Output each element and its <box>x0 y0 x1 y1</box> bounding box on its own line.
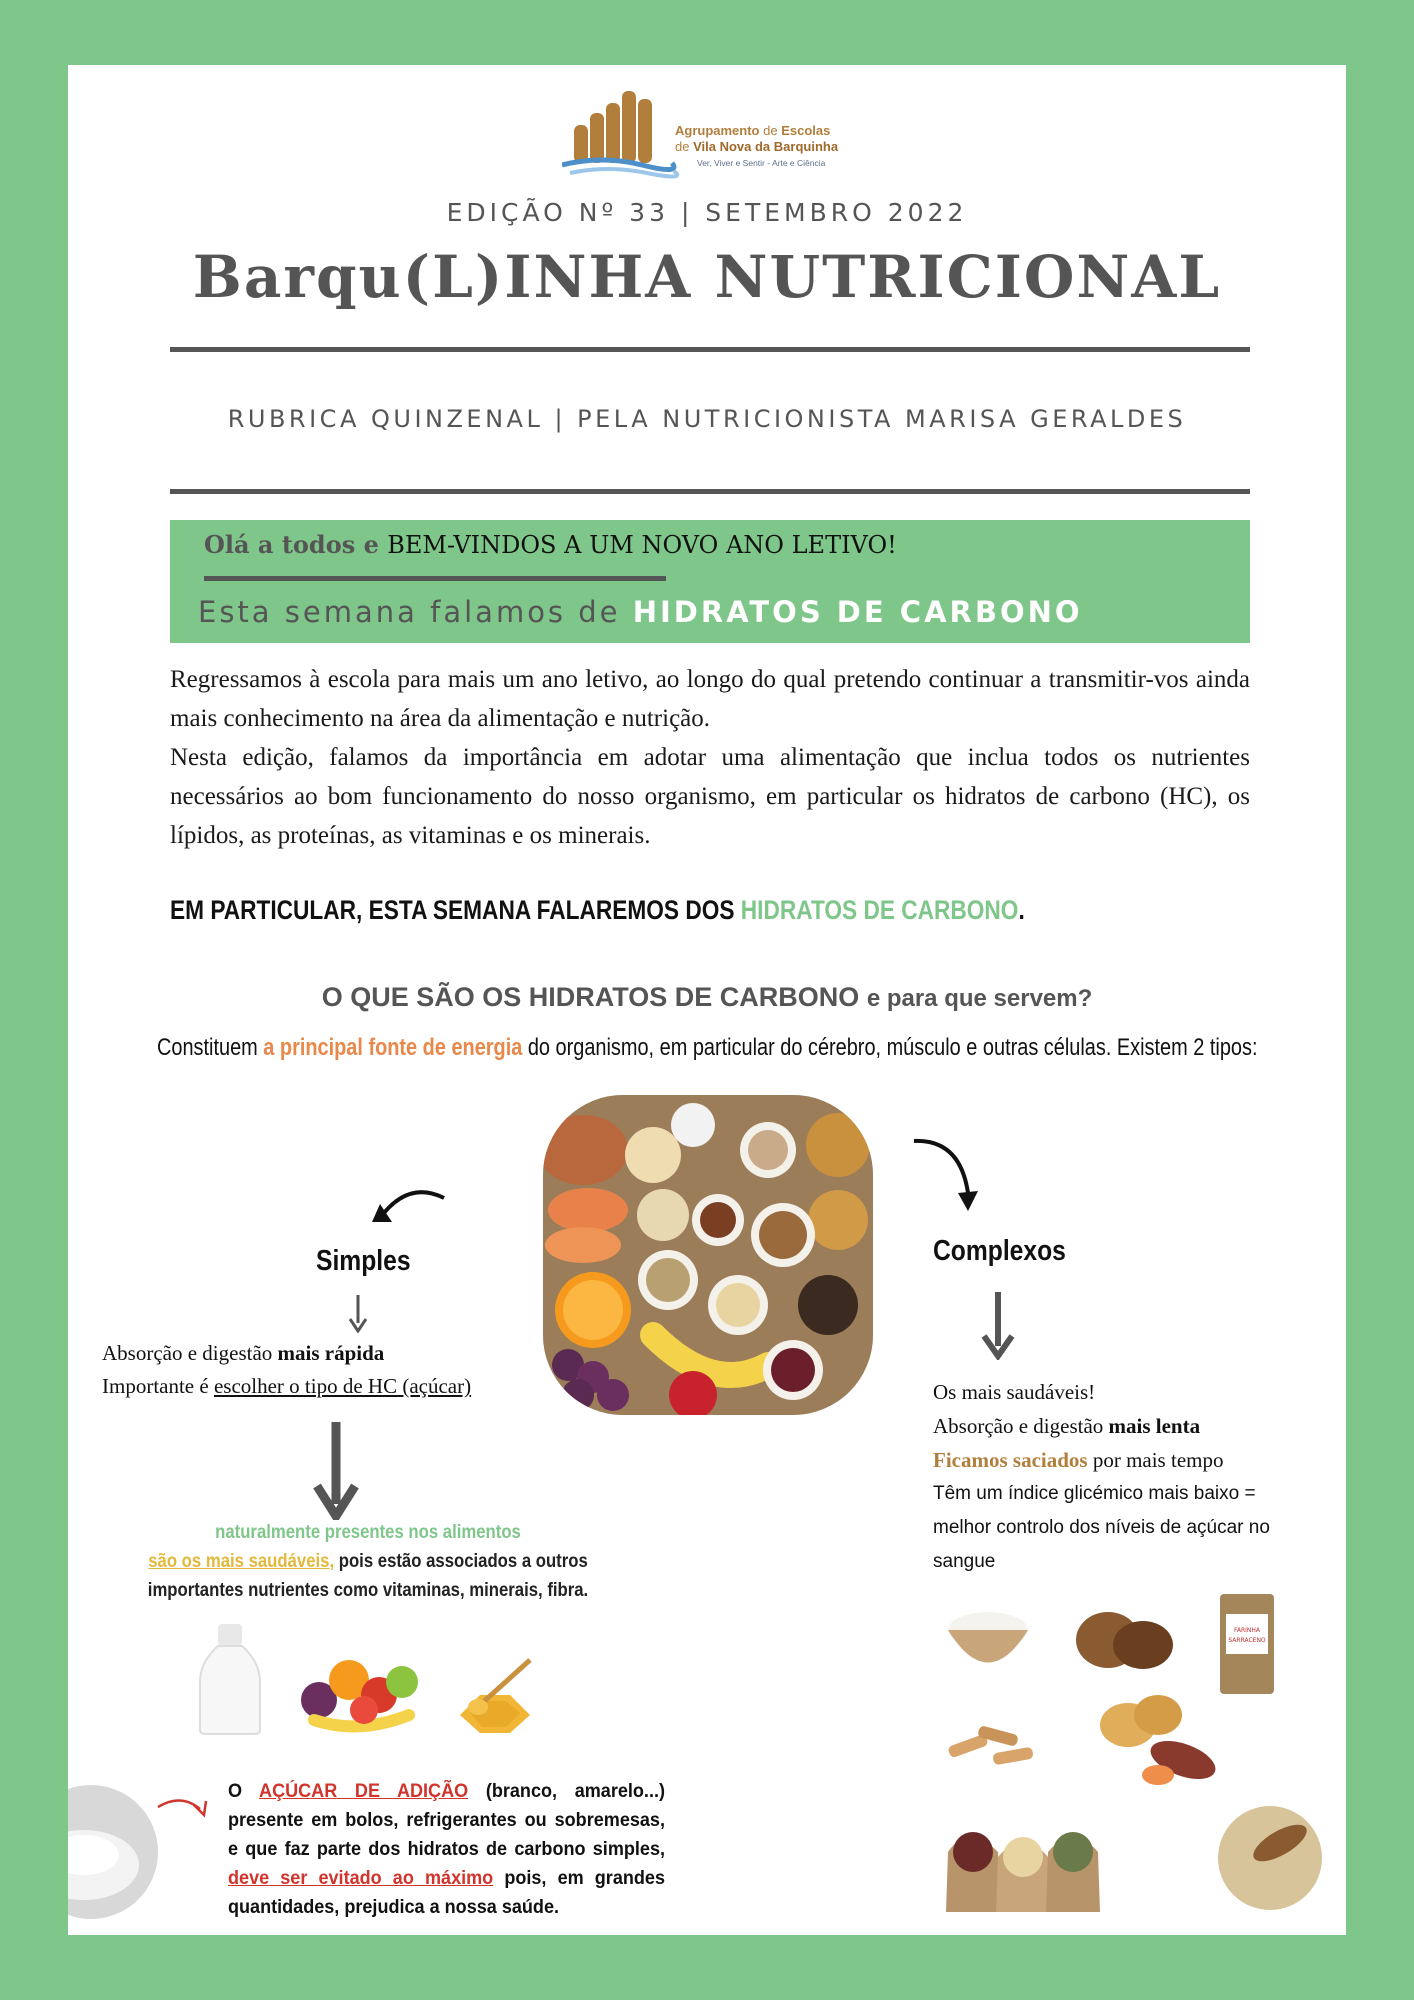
sugar-text: O <box>228 1781 243 1802</box>
milk-bottle-image <box>190 1622 270 1737</box>
quinoa-image <box>1215 1803 1325 1913</box>
topic-highlight: HIDRATOS DE CARBONO <box>632 595 1083 629</box>
welcome-message: BEM-VINDOS A UM NOVO ANO LETIVO! <box>387 531 897 559</box>
potatoes-image <box>1088 1685 1228 1795</box>
logo-word: Vila Nova da Barquinha <box>693 139 839 154</box>
complexos-highlight: Ficamos saciados <box>933 1448 1088 1472</box>
welcome-greeting: Olá a todos e <box>204 530 379 559</box>
complexos-text: Absorção e digestão <box>933 1414 1104 1438</box>
red-arrow-icon <box>156 1793 211 1823</box>
natural-sugars-text: pois estão associados a outros <box>338 1551 588 1572</box>
welcome-line <box>204 530 897 559</box>
banner-underline <box>204 576 666 581</box>
logo-word: de <box>675 139 690 154</box>
complexos-text: Os mais saudáveis! <box>933 1380 1096 1404</box>
question-sub: e para que servem? <box>866 985 1093 1012</box>
section-question <box>68 982 1346 1013</box>
fruit-image <box>294 1650 424 1735</box>
complexos-bold: mais lenta <box>1108 1414 1201 1438</box>
flour-bag-label: SARRACENO <box>1228 1637 1266 1644</box>
arrow-down-icon <box>980 1290 1016 1360</box>
complexos-heading: Complexos <box>933 1235 1066 1267</box>
edition-line: EDIÇÃO Nº 33 | SETEMBRO 2022 <box>446 198 968 227</box>
rubrica-line: RUBRICA QUINZENAL | PELA NUTRICIONISTA MARISA GERALDES <box>227 405 1187 433</box>
complexos-description <box>933 1375 1333 1579</box>
simples-heading: Simples <box>316 1245 411 1277</box>
newsletter-page <box>68 65 1346 1935</box>
natural-sugars-text: importantes nutrientes como vitaminas, minerais, fibra. <box>147 1580 589 1601</box>
arrow-down-icon <box>348 1293 368 1333</box>
complexos-text: Têm um índice glicémico mais baixo = <box>933 1483 1256 1504</box>
complexos-text: por mais tempo <box>1092 1448 1224 1472</box>
emphasis-highlight: HIDRATOS DE CARBONO <box>740 895 1019 925</box>
sugar-text: pois, em grandes quantidades, prejudica a nossa saúde. <box>228 1868 665 1918</box>
logo-word: Agrupamento <box>675 123 760 138</box>
definition-line <box>157 1034 1257 1062</box>
simples-underline: escolher o tipo de HC (açúcar) <box>213 1374 472 1398</box>
simples-bold: mais rápida <box>277 1341 385 1365</box>
logo-tagline: Ver, Viver e Sentir - Arte e Ciência <box>697 158 826 168</box>
divider <box>170 489 1250 494</box>
divider <box>170 347 1250 352</box>
added-sugar-warning <box>228 1777 665 1922</box>
logo-word: de <box>763 123 778 138</box>
topic-intro: Esta semana falamos de <box>198 595 621 629</box>
sugar-spoon-image <box>68 1785 158 1919</box>
natural-sugars-note <box>130 1518 605 1605</box>
emphasis-text: EM PARTICULAR, ESTA SEMANA FALAREMOS DOS <box>170 895 735 925</box>
intro-text <box>170 660 1250 855</box>
arrow-down-large-icon <box>311 1420 361 1520</box>
logo-text <box>675 123 838 171</box>
carbohydrate-foods-image <box>543 1095 873 1415</box>
flour-package-image <box>1216 1592 1278 1697</box>
page-title: Barqu(L)INHA NUTRICIONAL <box>192 243 1222 311</box>
sugar-highlight: AÇÚCAR DE ADIÇÃO <box>259 1781 469 1802</box>
arrow-to-simples-icon <box>368 1182 448 1232</box>
flour-bowl-image <box>938 1600 1038 1680</box>
complexos-text: melhor controlo dos níveis de açúcar no <box>933 1517 1270 1538</box>
definition-end: do organismo, em particular do cérebro, músculo e outras células. Existem 2 tipos: <box>527 1034 1258 1061</box>
simples-description <box>102 1337 471 1403</box>
pasta-image <box>938 1710 1048 1780</box>
topic-line <box>198 595 1083 629</box>
simples-text: Absorção e digestão <box>102 1341 273 1365</box>
natural-sugars-line: naturalmente presentes nos alimentos <box>215 1522 521 1543</box>
definition-start: Constituem <box>157 1034 258 1061</box>
logo-word: Escolas <box>781 123 831 138</box>
simples-text: Importante é <box>102 1374 209 1398</box>
sugar-warning-highlight: deve ser evitado ao máximo <box>228 1868 494 1889</box>
question-main: O QUE SÃO OS HIDRATOS DE CARBONO <box>321 982 860 1012</box>
welcome-banner <box>170 520 1250 643</box>
bread-image <box>1068 1595 1178 1680</box>
arrow-to-complexos-icon <box>910 1135 980 1215</box>
grains-sacks-image <box>938 1812 1108 1917</box>
sugar-text: (branco, amarelo...) presente em bolos, refrigerantes ou sobremesas, e que faz parte dos hidratos de carbono simples, <box>228 1781 665 1860</box>
flour-bag-label: FARINHA <box>1233 1627 1261 1634</box>
complexos-text: sangue <box>933 1551 996 1572</box>
intro-paragraph: Regressamos à escola para mais um ano letivo, ao longo do qual pretendo continuar a transmitir-vos ainda mais conhecimento na área da alimentação e nutrição. <box>170 666 1250 732</box>
emphasis-line <box>170 895 1025 926</box>
definition-highlight: a principal fonte de energia <box>263 1034 523 1061</box>
intro-paragraph: Nesta edição, falamos da importância em adotar uma alimentação que inclua todos os nutrientes necessários ao bom funcionamento do nosso organismo, em particular os hidratos de carbono (HC), os lípidos, as proteínas, as vitaminas e os minerais. <box>170 744 1250 849</box>
natural-sugars-highlight: são os mais saudáveis, <box>148 1551 335 1572</box>
emphasis-period: . <box>1018 895 1025 925</box>
honey-image <box>450 1655 550 1735</box>
